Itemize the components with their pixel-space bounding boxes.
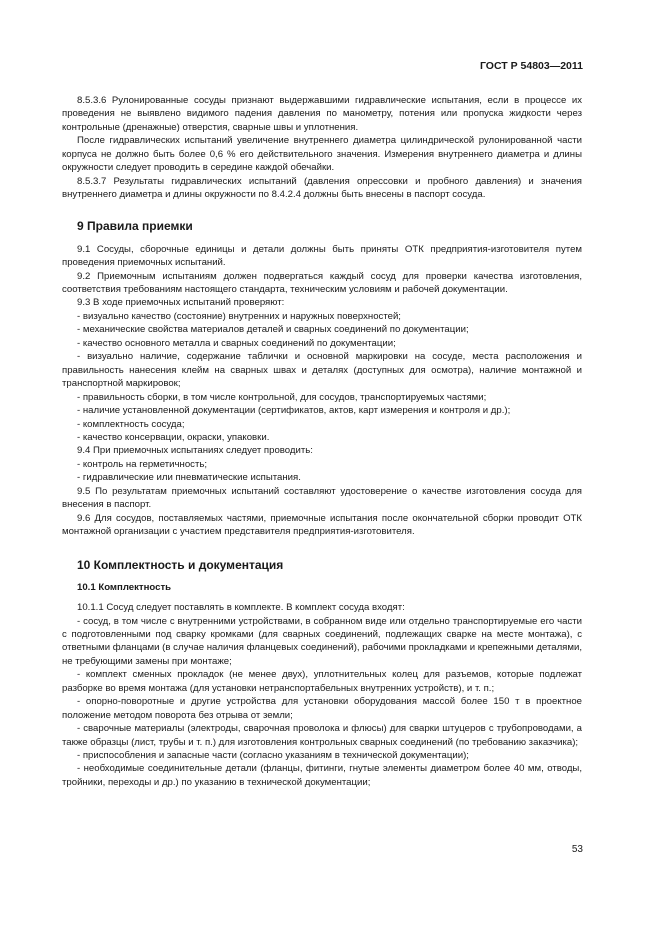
section-9-title: 9 Правила приемки bbox=[77, 218, 193, 233]
list-item: - необходимые соединительные детали (фланцы, фитинги, гнутые элементы диаметром более 40 мм, отводы, тройники, переходы и др.) по указанию в технической документации; bbox=[62, 763, 582, 788]
list-item: - визуально наличие, содержание таблички и основной маркировки на сосуде, места расположения и правильность нанесения клейм на сварных швах и деталях (доступных для осмотра), наличие монтажной и транспортной маркировок; bbox=[62, 351, 582, 390]
item-9-1: 9.1 Сосуды, сборочные единицы и детали должны быть приняты ОТК предприятия-изготовителя путем проведения приемочных испытаний. bbox=[62, 243, 582, 269]
item-9-2: 9.2 Приемочным испытаниям должен подвергаться каждый сосуд для проверки качества изготовления, соответствия требованиям настоящего стандарта, техническим условиям и рабочей документации. bbox=[62, 270, 582, 295]
list-item: - сосуд, в том числе с внутренними устройствами, в собранном виде или отдельно транспортируемые его части с подготовленными под сварку кромками (для сварных соединений, подлежащих сварке на месте монтажа), с ответными фланцами (в случае наличия фланцевых соединений), рабочими прокладками и крепежными деталями, не требующими замены при монтаже; bbox=[62, 615, 582, 667]
list-item: - комплект сменных прокладок (не менее двух), уплотнительных колец для разъемов, которые подлежат разборке во время монтажа (для установки нетранспортабельных внутренних устройств), и т. п.; bbox=[62, 669, 582, 694]
subsection-10-1-title: 10.1 Комплектность bbox=[77, 581, 172, 593]
list-item: - приспособления и запасные части (согласно указаниям в технической документации); bbox=[77, 750, 469, 762]
list-item: - контроль на герметичность; bbox=[77, 458, 208, 470]
list-item: - качество основного металла и сварных соединений по документации; bbox=[77, 337, 396, 349]
list-item: - комплектность сосуда; bbox=[77, 418, 185, 430]
standard-header: ГОСТ Р 54803—2011 bbox=[479, 60, 583, 72]
paragraph-hydraulic-diameter: После гидравлических испытаний увеличение внутреннего диаметра цилиндрической рулонированной части корпуса не должно быть более 0,6 % его действительного значения. Измерения внутреннего диаметра и длины окружности следует проводить в середине каждой обечайки. bbox=[62, 135, 582, 174]
list-item: - качество консервации, окраски, упаковки. bbox=[77, 431, 270, 443]
item-9-6: 9.6 Для сосудов, поставляемых частями, приемочные испытания после окончательной сборки проводит ОТК монтажной организации с участием представителя предприятия-изготовителя. bbox=[62, 512, 582, 538]
section-10-title: 10 Комплектность и документация bbox=[77, 557, 284, 572]
item-9-4: 9.4 При приемочных испытаниях следует проводить: bbox=[77, 445, 313, 457]
item-9-3: 9.3 В ходе приемочных испытаний проверяют: bbox=[77, 297, 285, 309]
item-9-5: 9.5 По результатам приемочных испытаний составляют удостоверение о качестве изготовления сосуда для внесения в паспорт. bbox=[62, 485, 582, 511]
list-item: - визуально качество (состояние) внутренних и наружных поверхностей; bbox=[77, 310, 401, 322]
list-item: - опорно-поворотные и другие устройства для установки оборудования массой более 150 т в проектное положение методом поворота без отрыва от земли; bbox=[62, 696, 582, 721]
list-item: - гидравлические или пневматические испытания. bbox=[77, 472, 301, 484]
list-item: - сварочные материалы (электроды, сварочная проволока и флюсы) для сварки штуцеров с трубопроводами, а также образцы (лист, трубы и т. п.) для изготовления контрольных сварных соединений (по требованию заказчика); bbox=[62, 723, 582, 748]
list-item: - механические свойства материалов деталей и сварных соединений по документации; bbox=[77, 324, 469, 336]
paragraph-8-5-3-6: 8.5.3.6 Рулонированные сосуды признают выдержавшими гидравлические испытания, если в процессе их проведения не выявлено видимого падения давления по манометру, потения или пропуска жидкости через контрольные (дренажные) отверстия, сварные швы и уплотнения. bbox=[62, 95, 582, 133]
list-item: - правильность сборки, в том числе контрольной, для сосудов, транспортируемых частями; bbox=[77, 391, 487, 403]
document-body bbox=[62, 94, 582, 789]
page-number: 53 bbox=[571, 844, 583, 855]
item-10-1-1: 10.1.1 Сосуд следует поставлять в комплекте. В комплект сосуда входят: bbox=[77, 602, 405, 614]
paragraph-8-5-3-7: 8.5.3.7 Результаты гидравлических испытаний (давления опрессовки и пробного давления) и значения внутреннего диаметра и длины окружности по 8.4.2.4 должны быть внесены в паспорт сосуда. bbox=[62, 175, 582, 201]
list-item: - наличие установленной документации (сертификатов, актов, карт измерения и контроля и др.); bbox=[77, 405, 511, 417]
